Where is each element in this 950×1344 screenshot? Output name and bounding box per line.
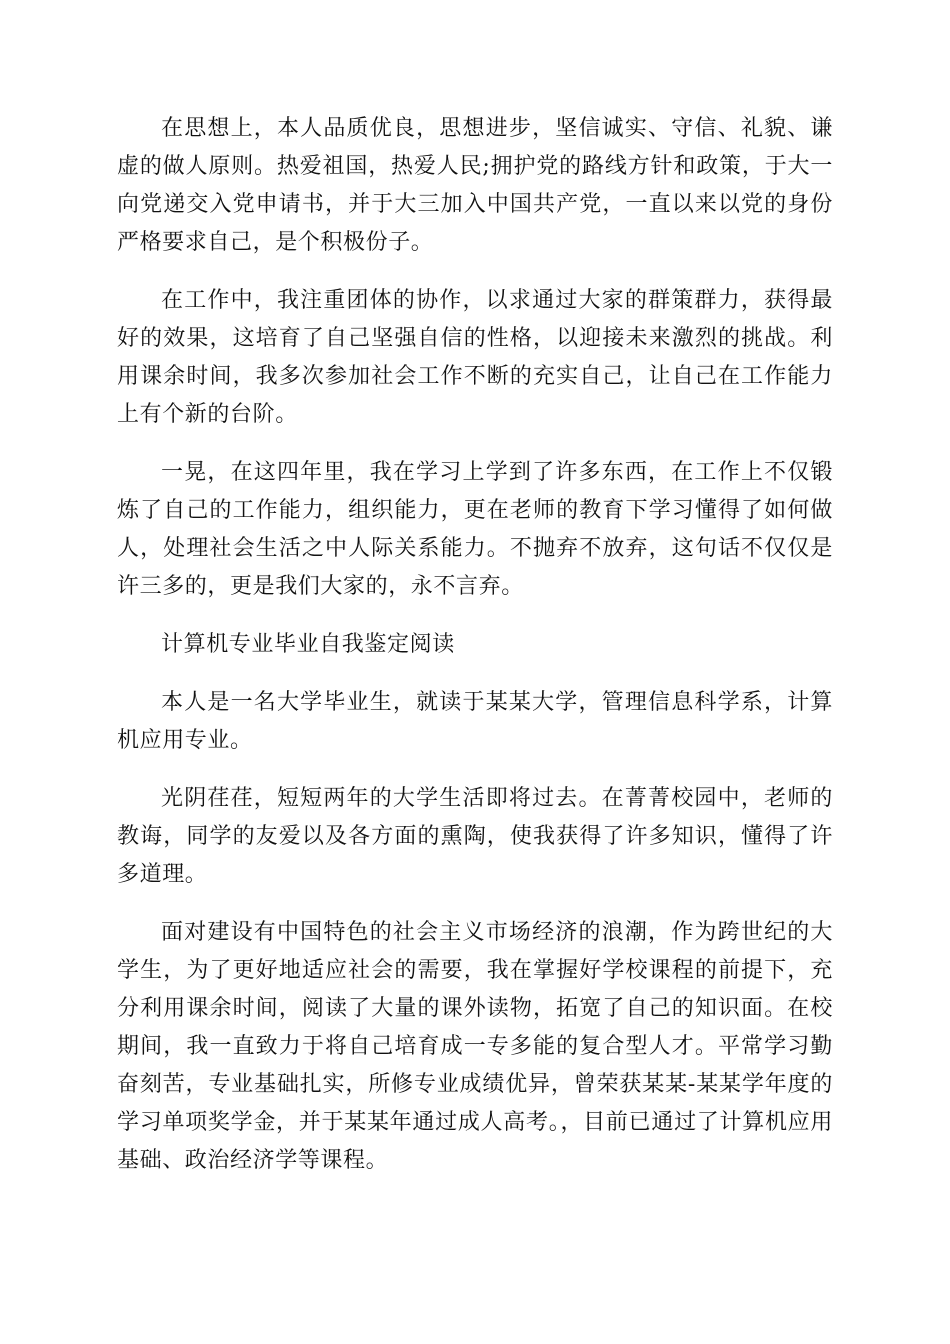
paragraph-college-life: 光阴荏荏，短短两年的大学生活即将过去。在菁菁校园中，老师的教诲，同学的友爱以及各方面的熏陶，使我获得了许多知识，懂得了许多道理。: [117, 786, 833, 887]
paragraph-four-years: 一晃，在这四年里，我在学习上学到了许多东西，在工作上不仅锻炼了自己的工作能力，组织能力，更在老师的教育下学习懂得了如何做人，处理社会生活之中人际关系能力。不抛弃不放弃，这句话不仅仅是许三多的，更是我们大家的，永不言弃。: [117, 460, 833, 599]
paragraph-introduction: 本人是一名大学毕业生，就读于某某大学，管理信息科学系，计算机应用专业。: [117, 690, 833, 753]
paragraph-political-thought: 在思想上，本人品质优良，思想进步，坚信诚实、守信、礼貌、谦虚的做人原则。热爱祖国，热爱人民;拥护党的路线方针和政策，于大一向党递交入党申请书，并于大三加入中国共产党，一直以来以党的身份严格要求自己，是个积极份子。: [117, 116, 833, 255]
document-body: [117, 110, 833, 1200]
paragraph-study-achievements: 面对建设有中国特色的社会主义市场经济的浪潮，作为跨世纪的大学生，为了更好地适应社会的需要，我在掌握好学校课程的前提下，充分利用课余时间，阅读了大量的课外读物，拓宽了自己的知识面。在校期间，我一直致力于将自己培育成一专多能的复合型人才。平常学习勤奋刻苦，专业基础扎实，所修专业成绩优异，曾荣获某某-某某学年度的学习单项奖学金，并于某某年通过成人高考。，目前已通过了计算机应用基础、政治经济学等课程。: [117, 920, 833, 1173]
paragraph-teamwork: 在工作中，我注重团体的协作，以求通过大家的群策群力，获得最好的效果，这培育了自己坚强自信的性格，以迎接未来激烈的挑战。利用课余时间，我多次参加社会工作不断的充实自己，让自己在工作能力上有个新的台阶。: [117, 288, 833, 427]
section-heading: 计算机专业毕业自我鉴定阅读: [161, 632, 455, 657]
